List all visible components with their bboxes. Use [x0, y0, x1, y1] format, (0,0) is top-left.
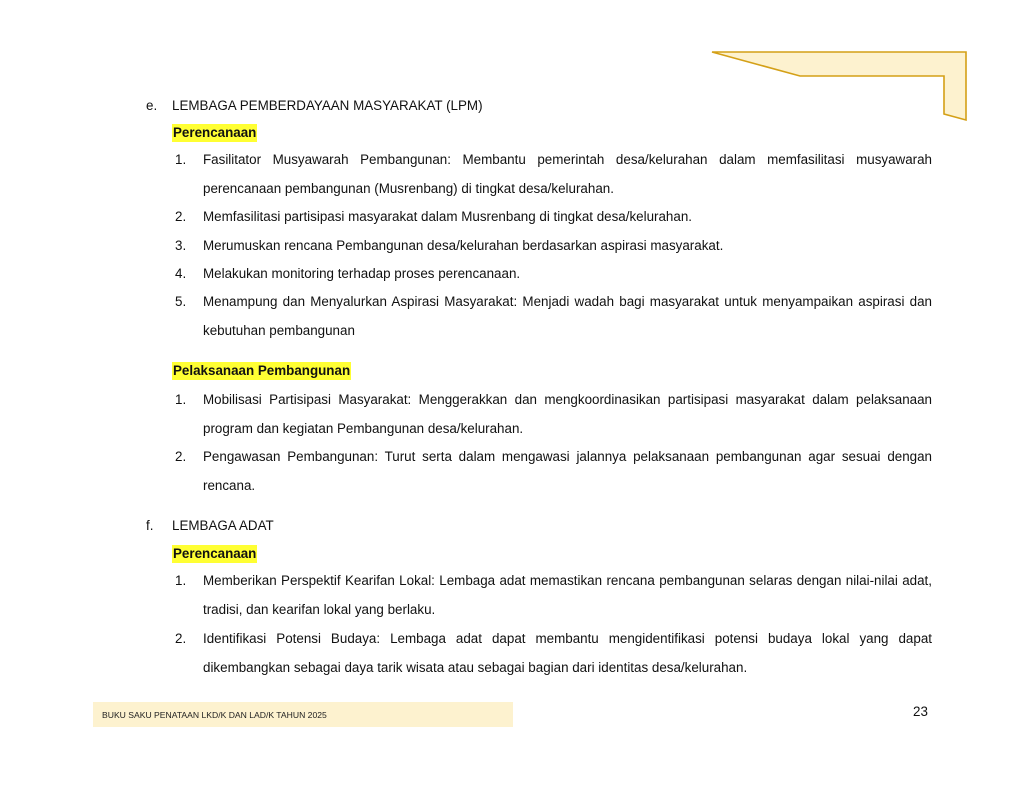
footer-text: BUKU SAKU PENATAAN LKD/K DAN LAD/K TAHUN 2025	[102, 710, 327, 720]
item-text: Melakukan monitoring terhadap proses perencanaan.	[203, 266, 521, 281]
item-text: Identifikasi Potensi Budaya: Lembaga adat dapat membantu mengidentifikasi potensi budaya lokal yang dapat dikembangkan sebagai daya tarik wisata atau sebagai bagian dari identitas desa/kelurahan.	[203, 631, 932, 675]
item-number: 1.	[175, 152, 187, 167]
item-number: 1.	[175, 573, 187, 588]
section-e-title: LEMBAGA PEMBERDAYAAN MASYARAKAT (LPM)	[172, 98, 483, 113]
item-text: Mobilisasi Partisipasi Masyarakat: Menggerakkan dan mengkoordinasikan partisipasi masyarakat dalam pelaksanaan program dan kegiatan Pembangunan desa/kelurahan.	[203, 392, 932, 436]
item-number: 2.	[175, 449, 187, 464]
heading-adat-perencanaan: Perencanaan	[173, 546, 257, 561]
item-number: 2.	[175, 209, 187, 224]
item-text: Pengawasan Pembangunan: Turut serta dalam mengawasi jalannya pelaksanaan pembangunan agar sesuai dengan rencana.	[203, 449, 932, 493]
item-text: Memberikan Perspektif Kearifan Lokal: Lembaga adat memastikan rencana pembangunan selaras dengan nilai-nilai adat, tradisi, dan kearifan lokal yang berlaku.	[203, 573, 932, 617]
section-e-letter: e.	[146, 98, 158, 113]
item-text: Menampung dan Menyalurkan Aspirasi Masyarakat: Menjadi wadah bagi masyarakat untuk menyampaikan aspirasi dan kebutuhan pembangunan	[203, 294, 932, 338]
item-number: 1.	[175, 392, 187, 407]
item-number: 3.	[175, 238, 187, 253]
item-text: Merumuskan rencana Pembangunan desa/kelurahan berdasarkan aspirasi masyarakat.	[203, 238, 724, 253]
section-f-letter: f.	[146, 518, 154, 533]
page-number: 23	[913, 704, 928, 719]
item-number: 5.	[175, 294, 187, 309]
heading-lpm-pelaksanaan: Pelaksanaan Pembangunan	[173, 363, 351, 378]
item-number: 2.	[175, 631, 187, 646]
item-number: 4.	[175, 266, 187, 281]
section-f-title: LEMBAGA ADAT	[172, 518, 274, 533]
item-text: Memfasilitasi partisipasi masyarakat dalam Musrenbang di tingkat desa/kelurahan.	[203, 209, 692, 224]
heading-lpm-perencanaan: Perencanaan	[173, 125, 257, 140]
item-text: Fasilitator Musyawarah Pembangunan: Membantu pemerintah desa/kelurahan dalam memfasilitasi musyawarah perencanaan pembangunan (Musrenbang) di tingkat desa/kelurahan.	[203, 152, 932, 196]
